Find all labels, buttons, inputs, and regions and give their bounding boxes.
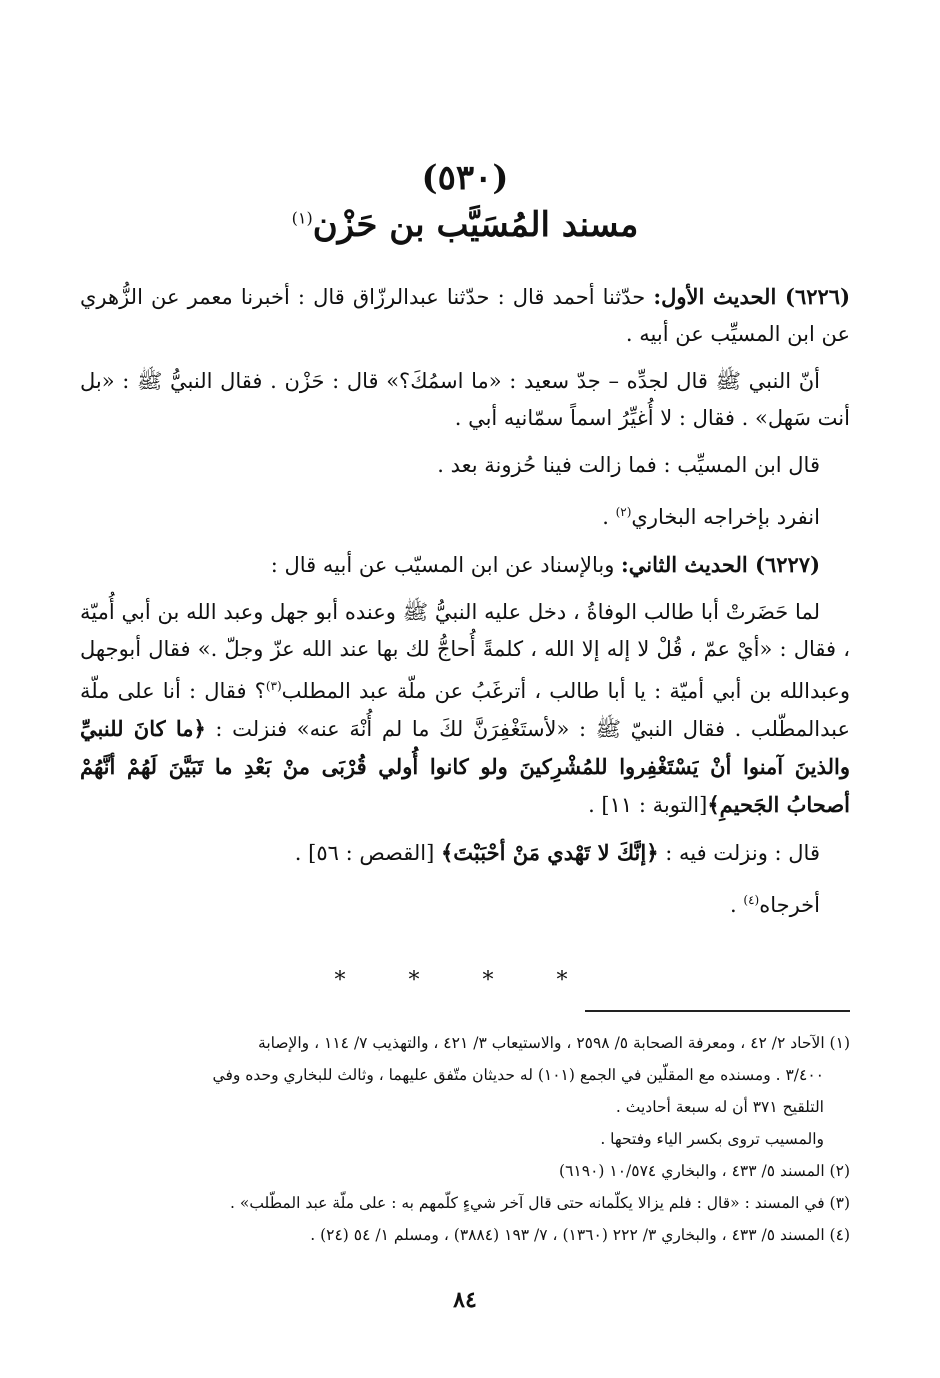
hadith-2-matn [80, 594, 850, 824]
hadith-2-takhrij [80, 882, 850, 924]
footnotes [80, 1027, 850, 1251]
section-title [80, 205, 850, 245]
quran-verse-tawbah: ﴿ما كانَ للنبيِّ والذينَ آمنوا أنْ يَسْتَغْفِروا للمُشْرِكينَ ولو كانوا أُولي قُرْبَى منْ بَعْدِ ما تَبَيَّنَ لَهُمْ أنَّهُمْ أصحابُ الجَحيمِ﴾ [80, 716, 850, 817]
section-title-text: مسند المُسَيَّب بن حَزْن [312, 205, 639, 245]
quran-ref-qasas: [القصص : ٥٦] . [294, 841, 441, 865]
footnote-1-line-3: التلقيح ٣٧١ أن له سبعة أحاديث . [615, 1098, 824, 1116]
hadith-1-takhrij [80, 494, 850, 536]
hadith-1-takhrij-end: . [602, 505, 616, 529]
section-number: (٥٣٠) [421, 158, 509, 198]
quran-ref-tawbah: [التوبة : ١١] . [588, 793, 708, 817]
hadith-1-takhrij-text: انفرد بإخراجه البخاري [631, 505, 820, 529]
hadith-2-matn-c-text: قال : ونزلت فيه : [658, 841, 820, 865]
footnote-3: (٣) في المسند : «قال : فلم يزالا يكلّمانه حتى قال آخر شيءٍ كلّمهم به : على ملّة عبد المطّلب» . [230, 1194, 850, 1212]
hadith-2-isnad [80, 546, 850, 584]
hadith-2-isnad-text: وبالإسناد عن ابن المسيّب عن أبيه قال : [270, 553, 622, 577]
hadith-1-isnad-text: حدّثنا أحمد قال : حدّثنا عبدالرزّاق قال : أخبرنا معمر عن الزُّهري عن ابن المسيِّب عن أبيه . [80, 285, 850, 346]
hadith-1-footnote-ref: (٢) [615, 505, 632, 519]
hadith-2-footnote-ref-4: (٤) [743, 893, 760, 907]
hadith-1-isnad [80, 278, 850, 353]
footnote-rule [585, 1010, 850, 1012]
hadith-2-matn-c [80, 834, 850, 872]
hadith-1-label: (٦٢٢٦) الحديث الأول: [653, 284, 851, 309]
main-text [80, 278, 850, 934]
footnote-1-line-2: ٣/٤٠٠ . ومسنده مع المقلّين في الجمع (١٠١) له حديثان متّفق عليهما ، وثالث للبخاري وحده وفي [212, 1066, 824, 1084]
footnote-4: (٤) المسند ٥/ ٤٣٣ ، والبخاري ٣/ ٢٢٢ (١٣٦٠) ، ٧/ ١٩٣ (٣٨٨٤) ، ومسلم ١/ ٥٤ (٢٤) . [310, 1226, 850, 1244]
hadith-1-matn: أنّ النبي ﷺ قال لجدِّه – جدّ سعيد : «ما اسمُكَ؟» قال : حَزْن . فقال النبيُّ ﷺ : «بل أنت سَهل» . فقال : لا أُغيِّرُ اسماً سمّانيه أبي . [80, 369, 850, 430]
footnote-1-line-1: (١) الآحاد ٢/ ٤٢ ، ومعرفة الصحابة ٥/ ٢٥٩٨ ، والاستيعاب ٣/ ٤٢١ ، والتهذيب ٧/ ١١٤ ، والإصابة [258, 1034, 850, 1052]
section-separator: * * * * [334, 968, 596, 993]
page-number: ٨٤ [453, 1287, 477, 1313]
section-title-footnote-ref: (١) [291, 208, 313, 228]
hadith-1-matn-2: قال ابن المسيِّب : فما زالت فينا حُزونة بعد . [437, 453, 820, 477]
hadith-2-matn-a: لما حَضَرتْ أبا طالب الوفاةُ ، دخل عليه النبيُّ ﷺ وعنده أبو جهل وعبد الله بن أبي أُميّة ، فقال : «أيْ عمّ ، قُلْ لا إله إلا الله ، كلمةً أُحاجُّ لك بها عند الله عزّ وجلّ .» فقال أبوجهل وعبدالله بن أبي أميّة : يا أبا طالب ، أترغَبُ عن ملّة عبد المطلب [80, 600, 850, 703]
hadith-2-matn-b: ؟ فقال : أنا على ملّة عبدالمطّلب . فقال النبيّ ﷺ : «لأستَغْفِرَنَّ لكَ ما لم أُنْهَ عنه» فنزلت : [80, 679, 850, 741]
quran-verse-qasas: ﴿إنَّكَ لا تَهْدي مَنْ أحْبَبْتَ﴾ [441, 840, 659, 865]
hadith-2-takhrij-end: . [730, 893, 744, 917]
footnote-1-line-4: والمسيب تروى بكسر الياء وفتحها . [600, 1130, 824, 1148]
footnote-2: (٢) المسند ٥/ ٤٣٣ ، والبخاري ١٠/٥٧٤ (٦١٩٠) [559, 1162, 850, 1180]
book-page [80, 0, 850, 1378]
hadith-2-footnote-ref-3: (٣) [265, 679, 282, 693]
hadith-2-takhrij-text: أخرجاه [759, 893, 820, 917]
hadith-2-label: (٦٢٢٧) الحديث الثاني: [621, 552, 820, 577]
